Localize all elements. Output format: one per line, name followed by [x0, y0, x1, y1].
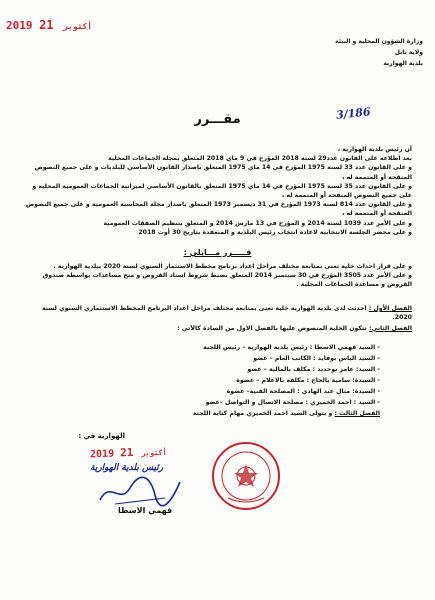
chapter-3 [40, 408, 380, 419]
municipality-line: بلدية الهوارية [383, 60, 423, 67]
chapter-1-label: الفصل الأول : [368, 305, 412, 312]
preamble-line: و على الأمر عدد 3505 المؤرخ في 30 سبتمبر 2014 المتعلق بضبط شروط اسناد القروض و منح مساعدات بواسطة صندوق القروض و مساعدة الجماعات المحلية . [42, 272, 412, 289]
member-item: - السيد الياس بوفايد : الكاتب العام – عضو [253, 355, 380, 362]
members-list [40, 342, 380, 419]
preamble-line: و على القانون عدد 33 لسنة 1975 المؤرخ في 14 ماي 1975 المتعلق باصدار القانون الأساسي للبلديات و على جميع النصوص المنقحة أو المتممة له ، [34, 164, 412, 181]
preamble-line: و على القانون عدد 35 لسنة 1975 المؤرخ في 14 ماي 1975 المتعلق بالقانون الأساسي لميزانية الجماعات العمومية المحلية و على جميع النصوص المنقحة أو المتممة له ، [32, 182, 412, 200]
preamble-line: و على قرار احداث خلية تعنى بمتابعة مختلف مراحل اعداد برنامج مخطط الاستثمار السنوي لسنة 2020 ببلدية الهوارية . [53, 263, 412, 270]
chapter-3-label: الفصل الثالث : [334, 410, 380, 417]
stamp-day: 21 [119, 445, 134, 460]
member-item: - السيدة: سامية بالحاج : مكلفة بالاعلام – عضوة [236, 377, 380, 384]
chapter-2-text: تتكون الخلية المنصوص عليها بالفصل الاول من السادة كالآتي : [177, 325, 367, 332]
stamp-year: 2019 [6, 19, 33, 32]
preamble-line: و على محضر الجلسة الانتخابية لاعادة انتخاب رئيس البلدية و المنعقدة بتاريخ 30 أوت 2018 [138, 228, 412, 236]
governorate-line: ولاية نابل [394, 49, 423, 56]
official-seal [210, 440, 282, 516]
member-item: - السيد: عامر بوحديد : مكلف بالمالية – عضو [247, 366, 380, 373]
preamble-line: بعد اطلاعه على القانون عدد29 لسنة 2018 المؤرخ في 9 ماي 2018 المتعلق بمجلة الجماعات المحلية [108, 155, 412, 163]
date-stamp-top [6, 18, 95, 32]
preamble-continued [22, 262, 412, 290]
chapter-2-label: الفصل الثاني: [368, 325, 412, 332]
reference-number: 3/186 [335, 105, 372, 122]
preamble-line: و على القانون عدد 814 لسنة 1973 المؤرخ في 31 ديسمبر 1973 المتعلق باصدار مجلة المحاسبة العمومية و على جميع النصوص المنقحة أو المتممة له ، [25, 201, 412, 218]
stamp-day: 21 [39, 18, 54, 32]
letterhead [223, 36, 423, 69]
member-item: - السيدة: منال عبد الهادي : المصلحة الفنية– عضوة [226, 388, 380, 395]
stamp-month: أكتوبر [141, 448, 167, 458]
member-item: - السيد : احمد الخميري : مصلحة الاتصال و التواصل –عضو [205, 399, 380, 406]
place-line: الهوارية في : [78, 432, 125, 440]
date-stamp-bottom [90, 445, 169, 461]
chapter-1 [22, 304, 412, 322]
member-item: - السيد فهمي الاسطا : رئيس بلدية الهوارية – رئيس اللجنة [203, 344, 380, 351]
preamble-line: أن رئيس بلدية الهوارية ، [337, 146, 412, 153]
preamble-line: و على الأمر عدد 1039 لسنة 2014 و المؤرخ في 13 مارس 2014 و المتعلق بتنظيم الصفقات العمومية [103, 219, 412, 227]
signature-title: رئيس بلدية الهوارية [90, 463, 164, 473]
decides-heading: قـــــرر مـــايلي : [183, 248, 252, 257]
ministry-line: وزارة الشؤون المحلية و البيئة [335, 38, 423, 45]
page-title: مقـــرر [194, 112, 241, 127]
chapter-2 [22, 324, 412, 333]
preamble [22, 145, 412, 237]
signatory-name: فهمي الاسطا [118, 506, 173, 515]
chapter-3-text: و يتولى السيد احمد الخميري مهام كتابة اللجنة [192, 410, 333, 417]
stamp-year: 2019 [89, 448, 115, 461]
stamp-month: أكتوبر [63, 22, 93, 31]
chapter-1-text: احدثت لدى بلدية الهوارية خلية تعنى بمتابعة مختلف مراحل اعداد البرنامج المخطط الاستثماري السنوي لسنة 2020. [41, 305, 412, 322]
